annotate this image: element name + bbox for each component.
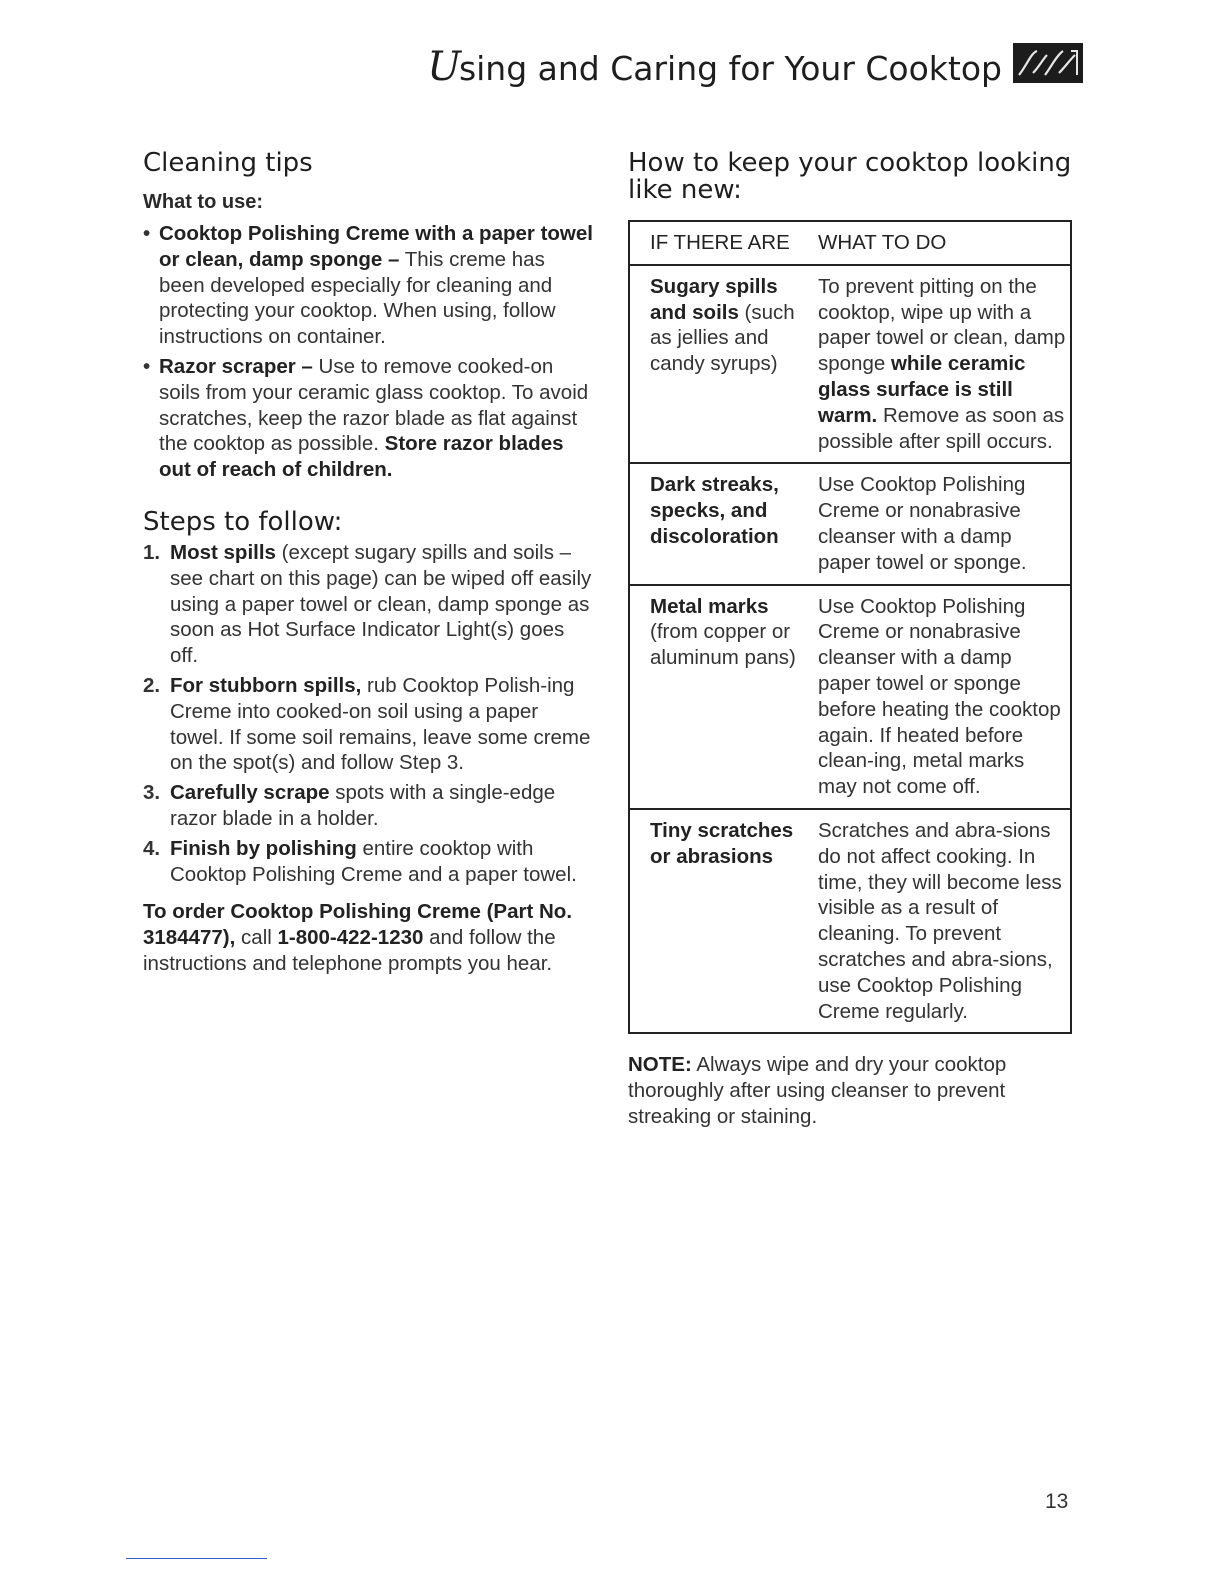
step-body: entire cooktop with Cooktop Polishing Creme and a paper towel. bbox=[170, 836, 577, 886]
order-phone: 1-800-422-1230 bbox=[277, 926, 424, 950]
page-title bbox=[427, 44, 1002, 90]
table-header-row bbox=[629, 221, 1071, 265]
table-row bbox=[629, 809, 1071, 1033]
condition-cell bbox=[629, 585, 814, 809]
action-bold: while ceramic glass surface is still warm. bbox=[818, 352, 1026, 427]
order-mid: call bbox=[235, 926, 278, 950]
action-cell bbox=[814, 585, 1071, 809]
condition-cell bbox=[629, 463, 814, 584]
note bbox=[628, 1052, 1074, 1129]
table-row bbox=[629, 463, 1071, 584]
condition-bold: Sugary spills and soils bbox=[650, 274, 778, 324]
title-initial: U bbox=[427, 44, 459, 90]
table-row bbox=[629, 585, 1071, 809]
steps-list bbox=[143, 540, 593, 887]
step-body: (except sugary spills and soils – see chart on this page) can be wiped off easily using a paper towel or clean, damp sponge as soon as Hot Surface Indicator Light(s) goes off. bbox=[170, 540, 592, 668]
step-number: 3. bbox=[143, 781, 161, 805]
list-item bbox=[143, 354, 593, 483]
tip-body: Use to remove cooked-on soils from your ceramic glass cooktop. To avoid scratches, keep the razor blade as flat against the cooktop as possible. bbox=[159, 354, 589, 456]
step-number: 4. bbox=[143, 836, 161, 860]
condition-cell bbox=[629, 265, 814, 464]
step-lead: Carefully scrape bbox=[170, 781, 330, 805]
col-header-condition: IF THERE ARE bbox=[629, 221, 814, 265]
condition-bold: Dark streaks, specks, and discoloration bbox=[650, 473, 779, 548]
left-column bbox=[143, 150, 593, 977]
page-number: 13 bbox=[1045, 1490, 1069, 1513]
step-lead: Most spills bbox=[170, 540, 276, 564]
action-post: Remove as soon as possible after spill occurs. bbox=[818, 403, 1065, 453]
note-body: Always wipe and dry your cooktop thoroughly after using cleanser to prevent streaking or staining. bbox=[628, 1053, 1007, 1128]
list-item bbox=[143, 673, 593, 776]
title-rest: sing and Caring for Your Cooktop bbox=[458, 49, 1002, 88]
cleaning-chart bbox=[628, 220, 1072, 1034]
tip-lead: Razor scraper – bbox=[159, 354, 313, 378]
order-tail: and follow the instructions and telephone prompts you hear. bbox=[143, 926, 556, 975]
order-lead: To order Cooktop Polishing Creme (Part No. 3184477), bbox=[143, 900, 573, 950]
list-item bbox=[143, 780, 593, 832]
condition-cell bbox=[629, 809, 814, 1033]
tip-body: This creme has been developed especially for cleaning and protecting your cooktop. When using, follow instructions on container. bbox=[159, 247, 556, 349]
step-number: 1. bbox=[143, 540, 161, 564]
action-pre: To prevent pitting on the cooktop, wipe up with a paper towel or clean, damp sponge bbox=[818, 274, 1066, 376]
col-header-action: WHAT TO DO bbox=[814, 221, 1071, 265]
condition-plain: (from copper or aluminum pans) bbox=[650, 620, 796, 670]
condition-bold: Metal marks bbox=[650, 594, 769, 618]
tip-warning: Store razor blades out of reach of children. bbox=[159, 432, 564, 482]
list-item bbox=[143, 221, 593, 350]
step-lead: Finish by polishing bbox=[170, 836, 357, 860]
brand-logo-icon bbox=[1013, 43, 1083, 83]
what-to-use-label: What to use: bbox=[143, 191, 263, 213]
step-number: 2. bbox=[143, 673, 161, 697]
step-lead: For stubborn spills, bbox=[170, 673, 362, 697]
steps-heading: Steps to follow: bbox=[143, 506, 343, 537]
list-item bbox=[143, 540, 593, 669]
footer-divider bbox=[126, 1558, 267, 1559]
action-pre: Use Cooktop Polishing Creme or nonabrasive cleanser with a damp paper towel or sponge before heating the cooktop again. If heated before clean-ing, metal marks may not come off. bbox=[818, 594, 1061, 799]
action-pre: Scratches and abra-sions do not affect cooking. In time, they will become less visible as a result of cleaning. To prevent scratches and abra-sions, use Cooktop Polishing Creme regularly. bbox=[818, 818, 1062, 1023]
action-pre: Use Cooktop Polishing Creme or nonabrasive cleanser with a damp paper towel or sponge. bbox=[818, 473, 1027, 574]
step-body: rub Cooktop Polish-ing Creme into cooked-on soil using a paper towel. If some soil remains, leave some creme on the spot(s) and follow Step 3. bbox=[170, 673, 591, 775]
action-cell bbox=[814, 809, 1071, 1033]
cleaning-tips-list bbox=[143, 221, 593, 483]
action-cell bbox=[814, 463, 1071, 584]
condition-plain: (such as jellies and candy syrups) bbox=[650, 300, 795, 376]
keep-new-heading: How to keep your cooktop looking like new: bbox=[628, 148, 1072, 205]
order-instructions bbox=[143, 899, 593, 976]
right-column bbox=[628, 150, 1074, 1130]
step-body: spots with a single-edge razor blade in a holder. bbox=[170, 781, 556, 830]
condition-bold: Tiny scratches or abrasions bbox=[650, 818, 794, 868]
cleaning-tips-heading: Cleaning tips bbox=[143, 148, 313, 178]
table-row bbox=[629, 265, 1071, 464]
tip-lead: Cooktop Polishing Creme with a paper towel or clean, damp sponge – bbox=[159, 222, 593, 271]
brand-logo-graphic bbox=[1013, 43, 1083, 83]
action-cell bbox=[814, 265, 1071, 464]
note-label: NOTE: bbox=[628, 1053, 692, 1077]
list-item bbox=[143, 836, 593, 888]
page-header bbox=[0, 38, 1224, 98]
